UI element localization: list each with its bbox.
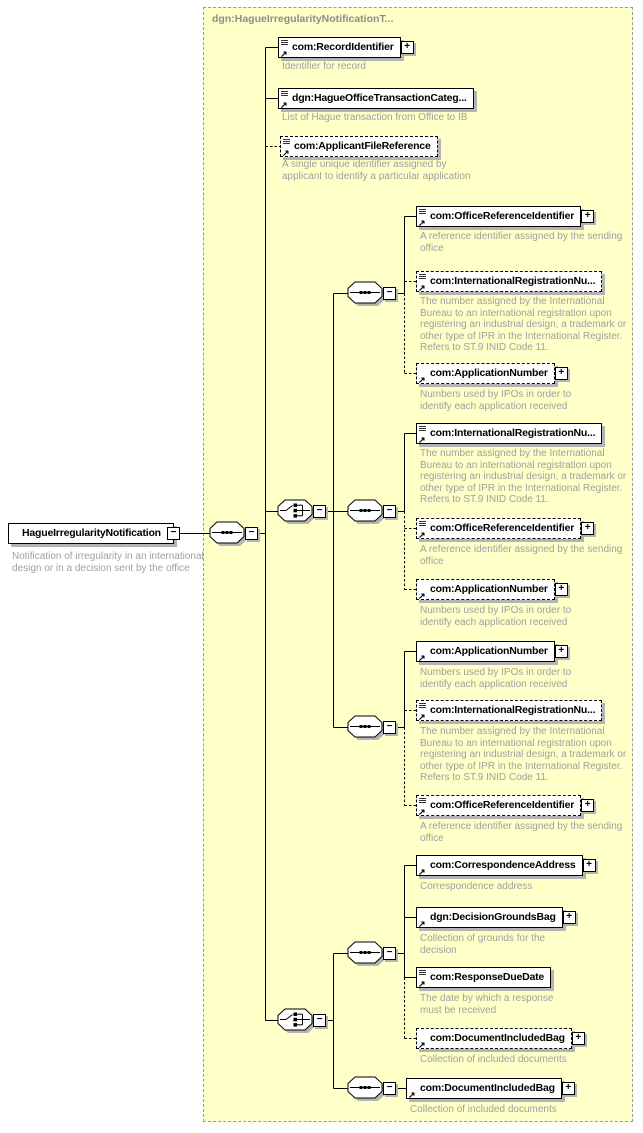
element-label: com:ApplicationNumber [430, 645, 548, 657]
element-description: The number assigned by the International Bureau to an international registration upon registering an industrial design, a trademark or other type of IPR in the International Register. Refers to ST.9 INID Code 11. [420, 726, 627, 783]
choice-connector-1[interactable] [277, 499, 317, 531]
element-label: com:OfficeReferenceIdentifier [430, 522, 575, 534]
collapse-button[interactable]: − [313, 1014, 326, 1027]
complex-type-label: dgn:HagueIrregularityNotificationT... [212, 13, 394, 25]
element-description: The date by which a response must be received [420, 993, 554, 1016]
element-reference-icon: ↗ [282, 148, 290, 158]
content-lines-icon [419, 209, 426, 210]
element-label: com:CorrespondenceAddress [430, 859, 576, 871]
element-com-recordidentifier[interactable] [278, 37, 411, 59]
element-description: Collection of included documents [410, 1104, 557, 1115]
element-label: com:DocumentIncludedBag [430, 1032, 565, 1044]
collapse-button[interactable]: − [313, 505, 326, 518]
element-label: com:ApplicantFileReference [294, 140, 431, 152]
root-element-label: HagueIrregularityNotification [22, 527, 161, 539]
root-element-haguerirregularitynotification[interactable] [8, 523, 177, 544]
element-com-officereferenceidentifier[interactable] [416, 518, 591, 540]
element-reference-icon: ↗ [418, 375, 426, 385]
element-com-documentincludedbag[interactable] [416, 1028, 582, 1050]
element-label: com:InternationalRegistrationNu... [430, 275, 596, 287]
element-description: A single unique identifier assigned by applicant to identify a particular application [282, 159, 471, 182]
collapse-button[interactable]: − [245, 527, 258, 540]
collapse-button[interactable]: − [383, 287, 396, 300]
element-com-applicationnumber[interactable] [416, 641, 565, 663]
expand-button[interactable]: + [563, 911, 576, 924]
collapse-button[interactable]: − [383, 505, 396, 518]
element-reference-icon: ↗ [280, 49, 288, 59]
collapse-button[interactable]: − [383, 721, 396, 734]
expand-button[interactable]: + [555, 645, 568, 658]
element-reference-icon: ↗ [418, 218, 426, 228]
expand-button[interactable]: + [581, 522, 594, 535]
element-dgn-hagueofficetransactioncategory[interactable] [278, 88, 474, 109]
element-label: com:OfficeReferenceIdentifier [430, 210, 575, 222]
element-com-internationalregistrationnumber[interactable] [416, 700, 602, 721]
element-com-officereferenceidentifier[interactable] [416, 206, 591, 228]
element-description: The number assigned by the International Bureau to an international registration upon registering an industrial design, a trademark or other type of IPR in the International Register. Refers to ST.9 INID Code 11. [420, 448, 627, 505]
element-reference-icon: ↗ [418, 919, 426, 929]
element-com-applicantfilereference[interactable] [280, 136, 438, 157]
sequence-connector-root[interactable] [209, 521, 249, 553]
collapse-button[interactable]: − [383, 947, 396, 960]
element-reference-icon: ↗ [418, 653, 426, 663]
sequence-connector-3[interactable] [347, 715, 387, 747]
element-label: com:ApplicationNumber [430, 367, 548, 379]
element-label: com:InternationalRegistrationNu... [430, 704, 596, 716]
element-reference-icon: ↗ [418, 530, 426, 540]
expand-button[interactable]: + [572, 1032, 585, 1045]
element-reference-icon: ↗ [408, 1090, 416, 1100]
element-description: Numbers used by IPOs in order to identify each application received [420, 605, 572, 628]
sequence-connector-5[interactable] [347, 1076, 387, 1108]
element-reference-icon: ↗ [418, 979, 426, 989]
element-description: Numbers used by IPOs in order to identify each application received [420, 389, 572, 412]
element-label: dgn:DecisionGroundsBag [430, 911, 556, 923]
element-reference-icon: ↗ [418, 283, 426, 293]
element-com-internationalregistrationnumber[interactable] [416, 271, 602, 292]
sequence-connector-4[interactable] [347, 941, 387, 973]
element-com-correspondenceaddress[interactable] [416, 855, 592, 877]
element-com-internationalregistrationnumber[interactable] [416, 423, 602, 444]
element-com-applicationnumber[interactable] [416, 363, 565, 385]
collapse-button[interactable]: − [383, 1082, 396, 1095]
content-lines-icon [281, 40, 288, 41]
content-lines-icon [419, 970, 426, 971]
element-description: The number assigned by the International Bureau to an international registration upon registering an industrial design, a trademark or other type of IPR in the International Register. Refers to ST.9 INID Code 11. [420, 296, 627, 353]
content-lines-icon [419, 798, 426, 799]
root-element-description: Notification of irregularity in an international design or in a decision sent by the office [12, 551, 204, 574]
element-com-responseduedate[interactable] [416, 967, 551, 988]
expand-button[interactable]: + [581, 210, 594, 223]
element-label: com:RecordIdentifier [292, 41, 394, 53]
sequence-connector-1[interactable] [347, 281, 387, 313]
collapse-button[interactable]: − [167, 527, 180, 540]
expand-button[interactable]: + [583, 859, 596, 872]
content-lines-icon [283, 139, 290, 140]
element-reference-icon: ↗ [280, 100, 288, 110]
element-reference-icon: ↗ [418, 712, 426, 722]
expand-button[interactable]: + [581, 799, 594, 812]
content-lines-icon [419, 426, 426, 427]
element-reference-icon: ↗ [418, 807, 426, 817]
element-description: Correspondence address [420, 881, 533, 892]
element-com-documentincludedbag[interactable] [406, 1078, 572, 1100]
element-description: A reference identifier assigned by the sending office [420, 821, 623, 844]
element-label: dgn:HagueOfficeTransactionCateg... [292, 92, 467, 104]
content-lines-icon [419, 703, 426, 704]
expand-button[interactable]: + [562, 1082, 575, 1095]
element-label: com:InternationalRegistrationNu... [430, 427, 596, 439]
element-reference-icon: ↗ [418, 1040, 426, 1050]
expand-button[interactable]: + [401, 41, 414, 54]
element-description: List of Hague transaction from Office to IB [282, 112, 468, 123]
element-description: A reference identifier assigned by the sending office [420, 544, 623, 567]
sequence-connector-2[interactable] [347, 499, 387, 531]
element-description: A reference identifier assigned by the sending office [420, 231, 623, 254]
element-dgn-decisiongroundsbag[interactable] [416, 907, 573, 929]
element-label: com:ResponseDueDate [430, 971, 545, 983]
content-lines-icon [419, 274, 426, 275]
element-description: Identifier for record [282, 61, 366, 72]
content-lines-icon [419, 521, 426, 522]
element-label: com:DocumentIncludedBag [420, 1082, 555, 1094]
element-reference-icon: ↗ [418, 435, 426, 445]
element-description: Numbers used by IPOs in order to identify each application received [420, 667, 572, 690]
element-reference-icon: ↗ [418, 591, 426, 601]
element-description: Collection of included documents [420, 1054, 567, 1065]
element-com-applicationnumber[interactable] [416, 579, 565, 601]
element-description: Collection of grounds for the decision [420, 933, 546, 956]
element-label: com:OfficeReferenceIdentifier [430, 799, 575, 811]
choice-connector-2[interactable] [277, 1008, 317, 1040]
expand-button[interactable]: + [555, 367, 568, 380]
content-lines-icon [281, 91, 288, 92]
expand-button[interactable]: + [555, 583, 568, 596]
element-reference-icon: ↗ [418, 867, 426, 877]
element-label: com:ApplicationNumber [430, 583, 548, 595]
element-com-officereferenceidentifier[interactable] [416, 795, 591, 817]
